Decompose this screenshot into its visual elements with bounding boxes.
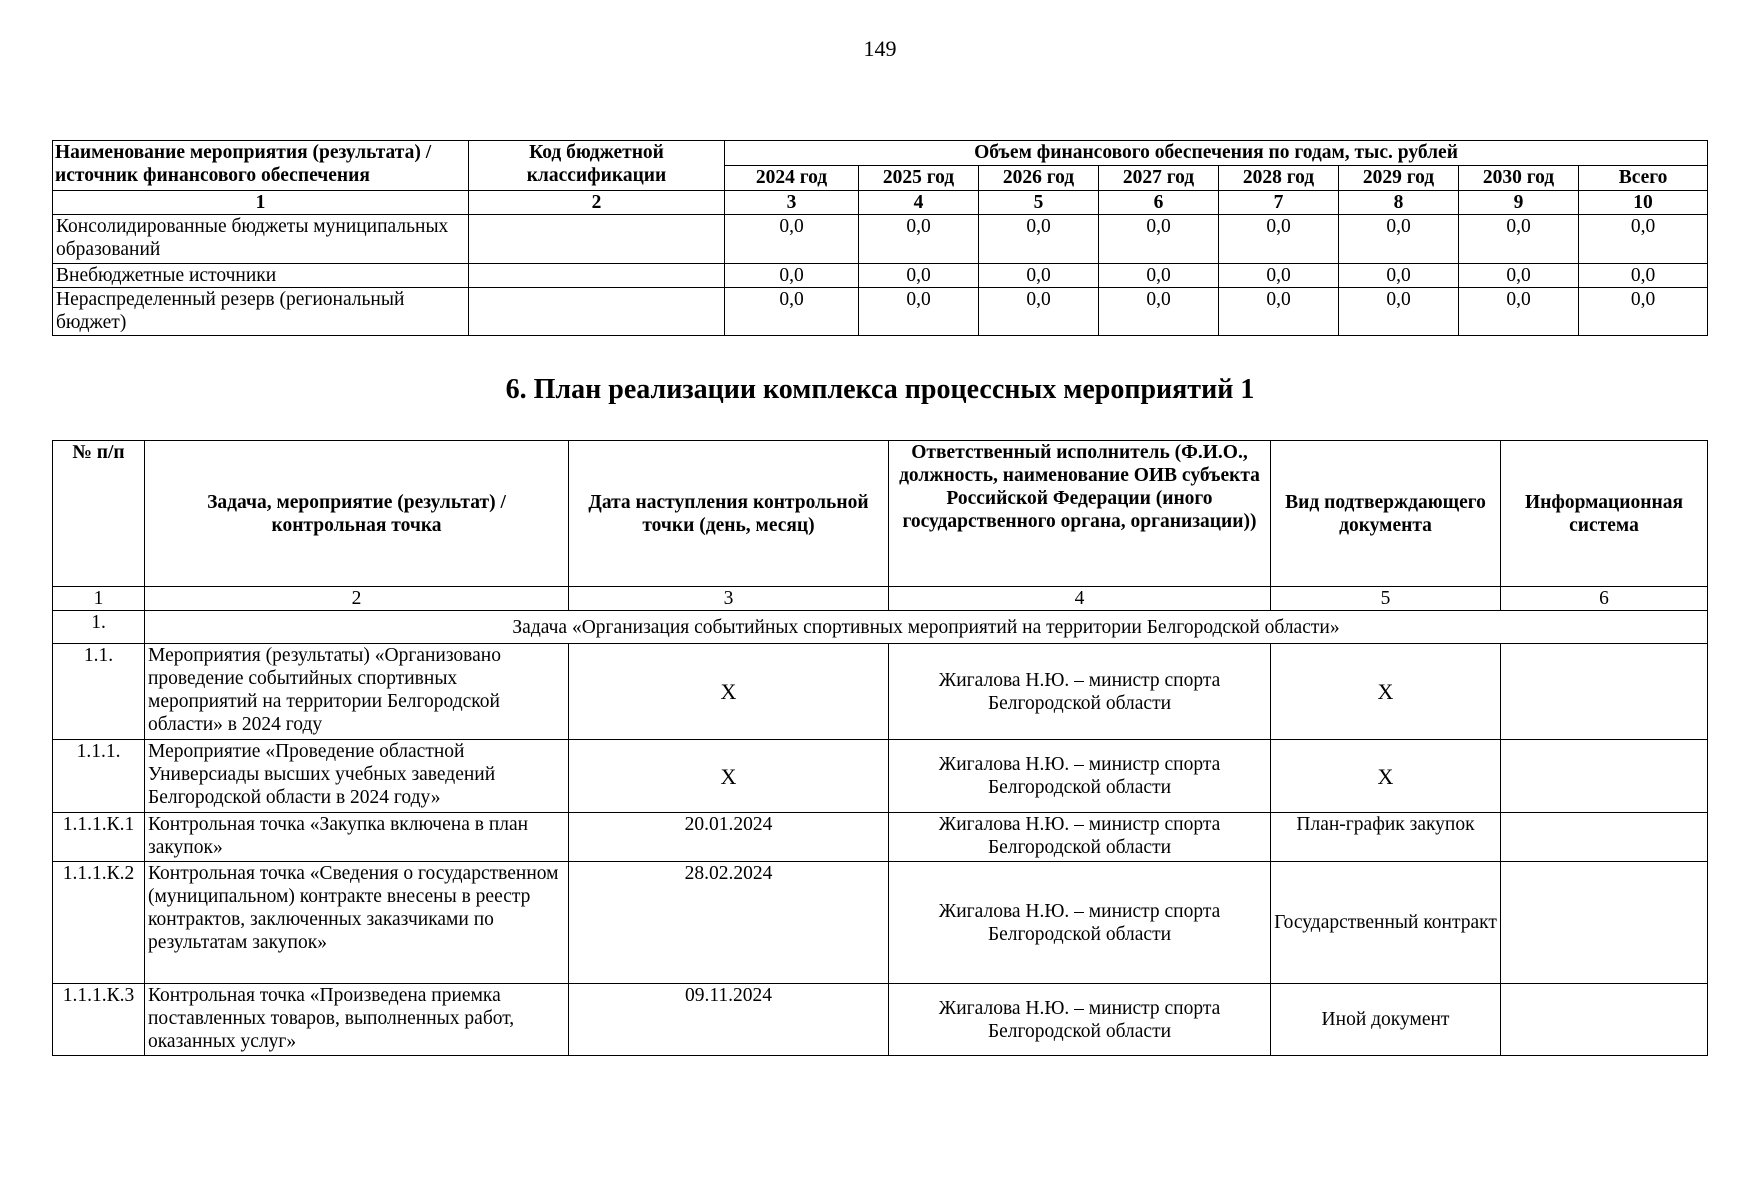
row-number: 1.1.1.К.3 xyxy=(53,984,145,1056)
row-number: 1.1.1.К.2 xyxy=(53,862,145,984)
row-system xyxy=(1501,644,1708,740)
row-task: Мероприятие «Проведение областной Универсиады высших учебных заведений Белгородской области в 2024 году» xyxy=(145,740,569,813)
row-document: X xyxy=(1271,740,1501,813)
column-number: 3 xyxy=(725,191,859,215)
header-year: 2026 год xyxy=(979,166,1099,191)
header-year: 2030 год xyxy=(1459,166,1579,191)
row-task: Мероприятия (результаты) «Организовано проведение событийных спортивных мероприятий на территории Белгородской области» в 2024 году xyxy=(145,644,569,740)
column-number: 1 xyxy=(53,191,469,215)
column-number: 6 xyxy=(1099,191,1219,215)
table-row xyxy=(53,288,1708,336)
row-system xyxy=(1501,740,1708,813)
plan-table xyxy=(52,440,1708,1056)
column-number: 5 xyxy=(1271,587,1501,611)
row-date: 09.11.2024 xyxy=(569,984,889,1056)
table-row xyxy=(53,813,1708,862)
row-code xyxy=(469,264,725,288)
cell-value: 0,0 xyxy=(725,215,859,264)
row-name: Консолидированные бюджеты муниципальных образований xyxy=(53,215,469,264)
row-task: Контрольная точка «Произведена приемка поставленных товаров, выполненных работ, оказанных услуг» xyxy=(145,984,569,1056)
cell-value: 0,0 xyxy=(979,215,1099,264)
header-document: Вид подтверждающего документа xyxy=(1271,441,1501,587)
row-document: Иной документ xyxy=(1271,984,1501,1056)
cell-value: 0,0 xyxy=(1219,264,1339,288)
row-number: 1.1.1. xyxy=(53,740,145,813)
cell-value: 0,0 xyxy=(979,288,1099,336)
column-number: 10 xyxy=(1579,191,1708,215)
row-date: 20.01.2024 xyxy=(569,813,889,862)
row-system xyxy=(1501,862,1708,984)
header-num: № п/п xyxy=(53,441,145,587)
header-year: 2024 год xyxy=(725,166,859,191)
cell-value: 0,0 xyxy=(1579,215,1708,264)
column-number-row xyxy=(53,587,1708,611)
cell-value: 0,0 xyxy=(1099,264,1219,288)
column-number: 7 xyxy=(1219,191,1339,215)
table-row xyxy=(53,644,1708,740)
column-number: 1 xyxy=(53,587,145,611)
column-number: 8 xyxy=(1339,191,1459,215)
table-row xyxy=(53,862,1708,984)
column-number: 4 xyxy=(889,587,1271,611)
column-number: 4 xyxy=(859,191,979,215)
row-responsible: Жигалова Н.Ю. – министр спорта Белгородской области xyxy=(889,862,1271,984)
task-row xyxy=(53,611,1708,644)
column-number: 2 xyxy=(145,587,569,611)
table-row xyxy=(53,215,1708,264)
finance-table xyxy=(52,140,1708,336)
row-responsible: Жигалова Н.Ю. – министр спорта Белгородской области xyxy=(889,644,1271,740)
page-number: 149 xyxy=(863,36,897,61)
row-document: X xyxy=(1271,644,1501,740)
cell-value: 0,0 xyxy=(1459,264,1579,288)
table-row xyxy=(53,984,1708,1056)
header-name: Наименование мероприятия (результата) /источник финансового обеспечения xyxy=(53,141,469,191)
cell-value: 0,0 xyxy=(1099,288,1219,336)
cell-value: 0,0 xyxy=(1339,288,1459,336)
row-date: X xyxy=(569,644,889,740)
cell-value: 0,0 xyxy=(859,288,979,336)
task-text: Задача «Организация событийных спортивных мероприятий на территории Белгородской области» xyxy=(145,611,1708,644)
row-name: Нераспределенный резерв (региональный бюджет) xyxy=(53,288,469,336)
header-year: 2028 год xyxy=(1219,166,1339,191)
row-task: Контрольная точка «Закупка включена в план закупок» xyxy=(145,813,569,862)
row-date: 28.02.2024 xyxy=(569,862,889,984)
row-code xyxy=(469,215,725,264)
cell-value: 0,0 xyxy=(1579,288,1708,336)
cell-value: 0,0 xyxy=(859,215,979,264)
section-title: 6. План реализации комплекса процессных мероприятий 1 xyxy=(505,374,1255,405)
cell-value: 0,0 xyxy=(725,288,859,336)
cell-value: 0,0 xyxy=(1339,264,1459,288)
row-name: Внебюджетные источники xyxy=(53,264,469,288)
header-system: Информационная система xyxy=(1501,441,1708,587)
cell-value: 0,0 xyxy=(725,264,859,288)
table-row xyxy=(53,740,1708,813)
cell-value: 0,0 xyxy=(1219,215,1339,264)
header-total: Всего xyxy=(1579,166,1708,191)
header-volume: Объем финансового обеспечения по годам, тыс. рублей xyxy=(725,141,1708,166)
row-document: Государственный контракт xyxy=(1271,862,1501,984)
row-system xyxy=(1501,813,1708,862)
column-number: 3 xyxy=(569,587,889,611)
cell-value: 0,0 xyxy=(1099,215,1219,264)
cell-value: 0,0 xyxy=(979,264,1099,288)
header-task: Задача, мероприятие (результат) / контрольная точка xyxy=(145,441,569,587)
cell-value: 0,0 xyxy=(1459,215,1579,264)
row-responsible: Жигалова Н.Ю. – министр спорта Белгородской области xyxy=(889,740,1271,813)
cell-value: 0,0 xyxy=(1579,264,1708,288)
cell-value: 0,0 xyxy=(1219,288,1339,336)
header-date: Дата наступления контрольной точки (день, месяц) xyxy=(569,441,889,587)
header-year: 2027 год xyxy=(1099,166,1219,191)
row-number: 1.1. xyxy=(53,644,145,740)
header-year: 2029 год xyxy=(1339,166,1459,191)
row-responsible: Жигалова Н.Ю. – министр спорта Белгородской области xyxy=(889,813,1271,862)
column-number-row xyxy=(53,191,1708,215)
row-number: 1.1.1.К.1 xyxy=(53,813,145,862)
header-code: Код бюджетной классификации xyxy=(469,141,725,191)
column-number: 5 xyxy=(979,191,1099,215)
column-number: 9 xyxy=(1459,191,1579,215)
row-system xyxy=(1501,984,1708,1056)
column-number: 6 xyxy=(1501,587,1708,611)
header-responsible: Ответственный исполнитель (Ф.И.О., должность, наименование ОИВ субъекта Российской Федерации (иного государственного органа, организации)) xyxy=(889,441,1271,587)
cell-value: 0,0 xyxy=(1459,288,1579,336)
cell-value: 0,0 xyxy=(1339,215,1459,264)
column-number: 2 xyxy=(469,191,725,215)
row-task: Контрольная точка «Сведения о государственном (муниципальном) контракте внесены в реестр контрактов, заключенных заказчиками по результатам закупок» xyxy=(145,862,569,984)
table-row xyxy=(53,264,1708,288)
row-date: X xyxy=(569,740,889,813)
row-document: План-график закупок xyxy=(1271,813,1501,862)
header-year: 2025 год xyxy=(859,166,979,191)
cell-value: 0,0 xyxy=(859,264,979,288)
row-code xyxy=(469,288,725,336)
row-responsible: Жигалова Н.Ю. – министр спорта Белгородской области xyxy=(889,984,1271,1056)
task-number: 1. xyxy=(53,611,145,644)
